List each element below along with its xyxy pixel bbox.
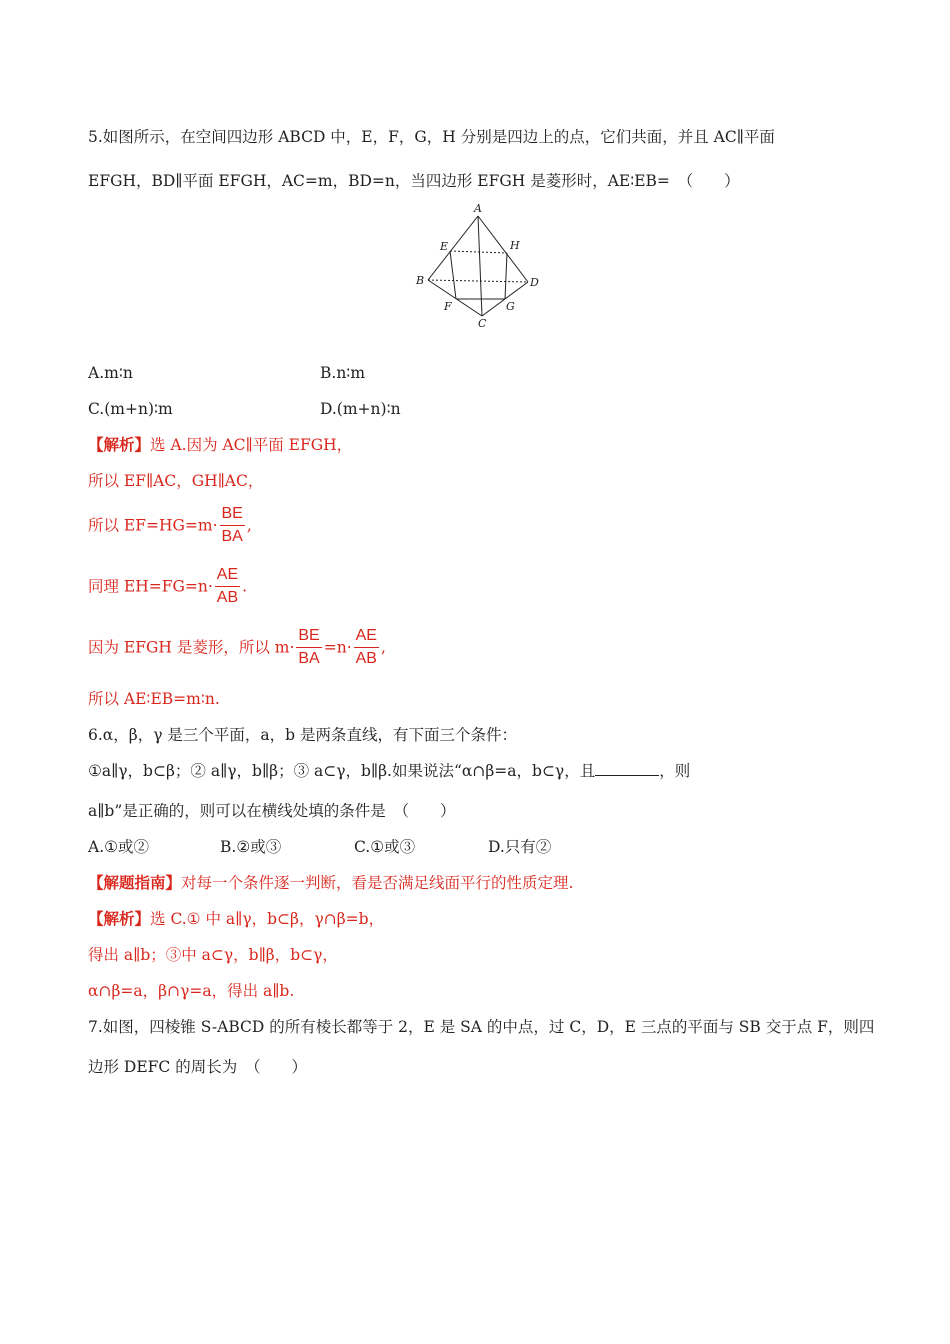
- label-b: B: [416, 274, 425, 287]
- q5-solution-line-3: [88, 503, 252, 548]
- q6-solution-text-1: 选 C.① 中 a∥γ，b⊂β，γ∩β=b，: [150, 910, 385, 928]
- q5-option-c: C.(m+n)∶m: [88, 400, 173, 418]
- q5-fraction-be-ba-2: [296, 625, 321, 670]
- q5-option-d: D.(m+n)∶n: [320, 400, 401, 418]
- q6-guide-tag: 【解题指南】: [88, 873, 182, 892]
- q5-fraction-ae-ab-2: [354, 625, 379, 670]
- q5-solution-line-1: [88, 434, 352, 456]
- fraction-denominator: BA: [298, 650, 320, 667]
- q5-solution-line-5: [88, 625, 386, 670]
- q5-solution-post-5: ,: [380, 638, 386, 657]
- q5-solution-post-4: .: [242, 577, 248, 596]
- q6-option-a: A.①或②: [88, 838, 150, 856]
- q6-guide-text: 对每一个条件逐一判断，看是否满足线面平行的性质定理.: [181, 874, 574, 892]
- fraction-denominator: BA: [221, 528, 243, 545]
- label-a: A: [474, 202, 482, 215]
- q6-option-b: B.②或③: [220, 838, 282, 856]
- q5-fraction-ae-ab: [215, 564, 240, 609]
- label-f: F: [444, 300, 452, 313]
- fraction-denominator: AB: [355, 650, 377, 667]
- q5-solution-text-5: 因为 EFGH 是菱形，所以 m·: [88, 638, 295, 657]
- edge-ef: [450, 251, 456, 299]
- q5-solution-line-6: 所以 AE∶EB=m∶n.: [88, 690, 220, 708]
- q6-solution-line-2: 得出 a∥b；③中 a⊂γ，b∥β，b⊂γ，: [88, 946, 338, 964]
- q5-figure: [410, 202, 550, 332]
- q5-solution-line-2: 所以 EF∥AC，GH∥AC，: [88, 472, 264, 490]
- label-d: D: [530, 276, 539, 289]
- q7-stem-line-1: 7.如图，四棱锥 S-ABCD 的所有棱长都等于 2，E 是 SA 的中点，过 C，D，E 三点的平面与 SB 交于点 F，则四: [88, 1018, 875, 1036]
- q6-stem-text-2b: ，则: [659, 762, 691, 780]
- q5-solution-mid-5: =n·: [323, 638, 352, 657]
- q6-solution-line-3: α∩β=a，β∩γ=a，得出 a∥b.: [88, 982, 295, 1000]
- edge-ad: [478, 216, 528, 282]
- edge-hg: [505, 253, 507, 299]
- fraction-numerator: BE: [220, 503, 245, 526]
- q6-stem-text-2: ①a∥γ，b⊂β；② a∥γ，b∥β；③ a⊂γ，b∥β.如果说法“α∩β=a，b⊂γ，且: [88, 762, 596, 780]
- q5-solution-text-4: 同理 EH=FG=n·: [88, 577, 213, 596]
- edge-bc: [428, 280, 482, 316]
- label-c: C: [478, 317, 487, 330]
- q6-solution-line-1: [88, 908, 384, 930]
- fill-in-blank: [595, 761, 659, 776]
- q6-stem-line-2: [88, 760, 690, 782]
- fraction-numerator: AE: [215, 564, 240, 587]
- q6-option-d: D.只有②: [488, 838, 552, 856]
- q5-stem-line-1: 5.如图所示，在空间四边形 ABCD 中，E，F，G，H 分别是四边上的点，它们共面，并且 AC∥平面: [88, 128, 775, 146]
- q6-stem-line-3: a∥b”是正确的，则可以在横线处填的条件是 （ ）: [88, 802, 456, 820]
- q5-solution-line-4: [88, 564, 247, 609]
- q6-guide-line: [88, 872, 573, 894]
- edge-ab: [428, 216, 478, 280]
- q5-solution-text-3: 所以 EF=HG=m·: [88, 516, 218, 535]
- label-g: G: [506, 300, 515, 313]
- q5-fraction-be-ba: [220, 503, 245, 548]
- fraction-denominator: AB: [216, 589, 239, 606]
- edge-bd: [428, 280, 528, 282]
- q5-solution-tag: 【解析】: [88, 435, 151, 454]
- q5-option-a: A.m∶n: [88, 364, 133, 382]
- q5-solution-post-3: ,: [246, 516, 252, 535]
- q5-solution-text-1: 选 A.因为 AC∥平面 EFGH，: [150, 436, 353, 454]
- q6-stem-line-1: 6.α，β，γ 是三个平面，a，b 是两条直线，有下面三个条件：: [88, 726, 517, 744]
- q6-option-c: C.①或③: [354, 838, 416, 856]
- label-e: E: [440, 240, 449, 253]
- fraction-numerator: BE: [296, 625, 321, 648]
- edge-eh: [450, 251, 507, 253]
- edge-ac: [478, 216, 482, 316]
- fraction-numerator: AE: [354, 625, 379, 648]
- q5-option-b: B.n∶m: [320, 364, 366, 382]
- q7-stem-line-2: 边形 DEFC 的周长为 （ ）: [88, 1058, 307, 1076]
- q5-stem-line-2: EFGH，BD∥平面 EFGH，AC=m，BD=n，当四边形 EFGH 是菱形时，AE∶EB= （ ）: [88, 172, 740, 190]
- q6-solution-tag: 【解析】: [88, 909, 151, 928]
- label-h: H: [510, 239, 520, 252]
